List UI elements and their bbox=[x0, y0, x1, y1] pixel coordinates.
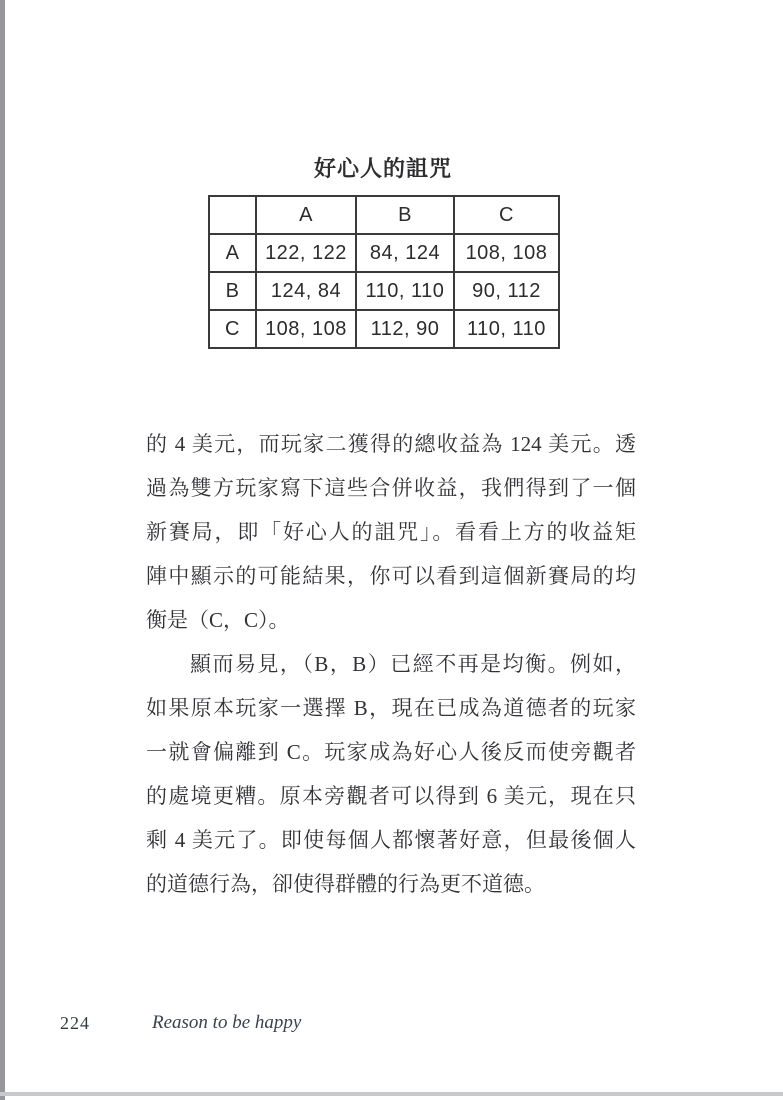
matrix-cell: 90, 112 bbox=[454, 272, 559, 310]
matrix-cell: 124, 84 bbox=[256, 272, 356, 310]
matrix-cell: 122, 122 bbox=[256, 234, 356, 272]
matrix-cell: 110, 110 bbox=[356, 272, 454, 310]
text-line: 過為雙方玩家寫下這些合併收益，我們得到了一個 bbox=[146, 476, 636, 500]
matrix-row bbox=[209, 234, 559, 272]
matrix-header-cell: A bbox=[256, 196, 356, 234]
matrix-row-label: B bbox=[209, 272, 256, 310]
matrix-header-cell: B bbox=[356, 196, 454, 234]
text-line: 顯而易見，（B，B）已經不再是均衡。例如， bbox=[190, 652, 636, 676]
matrix-corner-cell bbox=[209, 196, 256, 234]
footer-page-number: 224 bbox=[60, 1013, 90, 1033]
text-line: 的道德行為，卻使得群體的行為更不道德。 bbox=[146, 872, 545, 896]
scan-edge-bottom bbox=[0, 1092, 783, 1096]
body-text-block bbox=[146, 422, 636, 906]
matrix-header-row bbox=[209, 196, 559, 234]
matrix-cell: 108, 108 bbox=[256, 310, 356, 348]
matrix-header-cell: C bbox=[454, 196, 559, 234]
scan-edge-left bbox=[0, 0, 5, 1100]
matrix-cell: 112, 90 bbox=[356, 310, 454, 348]
matrix-row-label: A bbox=[209, 234, 256, 272]
payoff-matrix-table bbox=[208, 195, 560, 349]
footer-running-title: Reason to be happy bbox=[152, 1012, 302, 1033]
figure-title: 好心人的詛咒 bbox=[313, 156, 452, 181]
text-line: 的 4 美元，而玩家二獲得的總收益為 124 美元。透 bbox=[146, 432, 636, 456]
text-line: 的處境更糟。原本旁觀者可以得到 6 美元，現在只 bbox=[146, 784, 636, 808]
matrix-cell: 84, 124 bbox=[356, 234, 454, 272]
matrix-row-label: C bbox=[209, 310, 256, 348]
text-line: 剩 4 美元了。即使每個人都懷著好意，但最後個人 bbox=[146, 828, 636, 852]
matrix-row bbox=[209, 272, 559, 310]
text-line: 新賽局，即「好心人的詛咒」。看看上方的收益矩 bbox=[146, 520, 636, 544]
text-line: 一就會偏離到 C。玩家成為好心人後反而使旁觀者 bbox=[146, 740, 636, 764]
matrix-cell: 110, 110 bbox=[454, 310, 559, 348]
text-line: 陣中顯示的可能結果，你可以看到這個新賽局的均 bbox=[146, 564, 636, 588]
matrix-row bbox=[209, 310, 559, 348]
text-line: 衡是（C，C）。 bbox=[146, 608, 290, 632]
text-line: 如果原本玩家一選擇 B，現在已成為道德者的玩家 bbox=[146, 696, 636, 720]
matrix-cell: 108, 108 bbox=[454, 234, 559, 272]
